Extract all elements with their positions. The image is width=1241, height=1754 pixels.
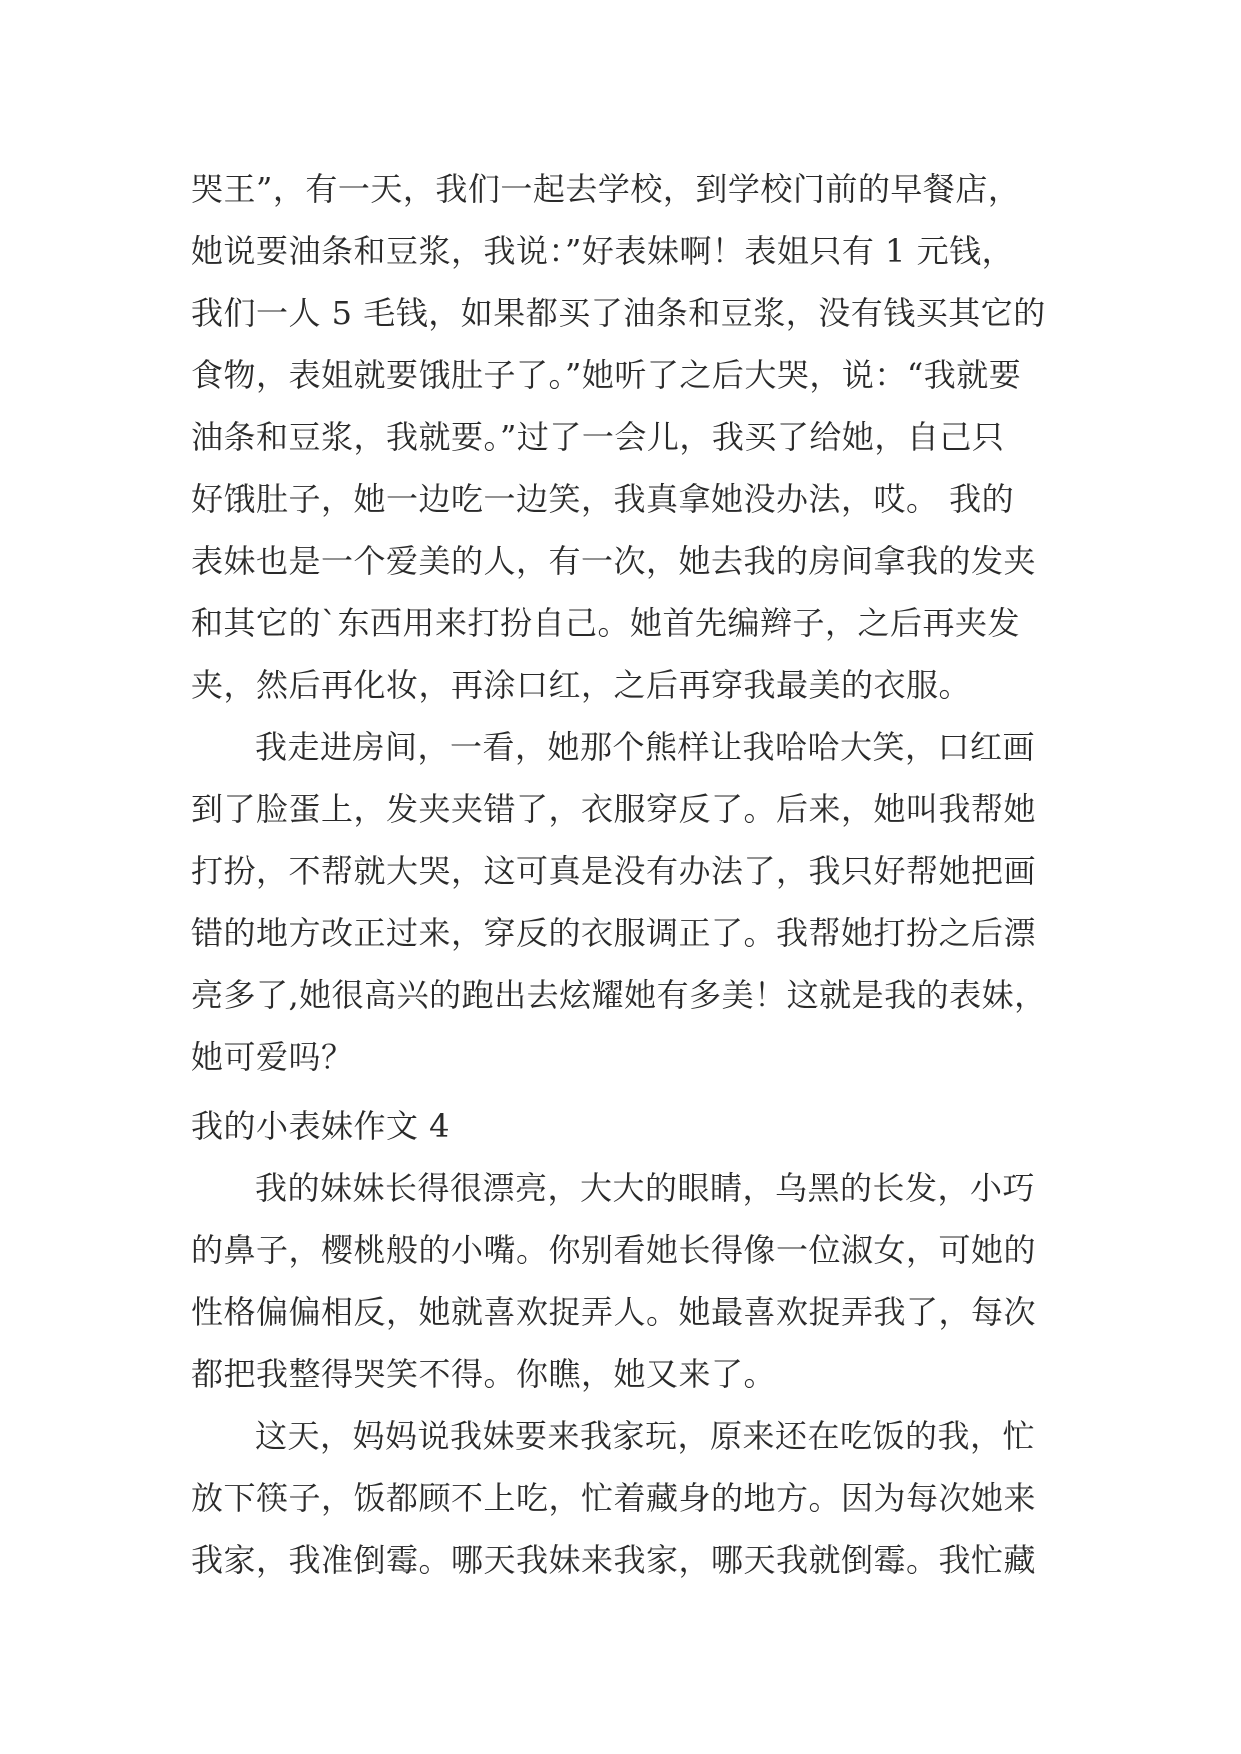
text-line: 我们一人 5 毛钱，如果都买了油条和豆浆，没有钱买其它的 (191, 294, 1046, 332)
text-line: 和其它的`东西用来打扮自己。她首先编辫子，之后再夹发 (191, 604, 1021, 642)
section-heading-container (191, 1095, 1049, 1157)
text-line: 性格偏偏相反，她就喜欢捉弄人。她最喜欢捉弄我了，每次 (191, 1293, 1037, 1331)
text-line: 食物，表姐就要饿肚子了。”她听了之后大哭，说：“我就要 (191, 356, 1022, 394)
text-line: 到了脸蛋上，发夹夹错了，衣服穿反了。后来，她叫我帮她 (191, 790, 1037, 828)
text-line: 亮多了,她很高兴的跑出去炫耀她有多美！这就是我的表妹， (191, 976, 1047, 1014)
paragraph-first-line: 我走进房间，一看，她那个熊样让我哈哈大笑，口红画 (255, 728, 1036, 766)
text-line: 放下筷子，饭都顾不上吃，忙着藏身的地方。因为每次她来 (191, 1479, 1037, 1517)
paragraph-first-line: 我的妹妹长得很漂亮，大大的眼睛，乌黑的长发，小巧 (255, 1169, 1036, 1207)
text-line: 都把我整得哭笑不得。你瞧，她又来了。 (191, 1355, 777, 1393)
text-line: 我家，我准倒霉。哪天我妹来我家，哪天我就倒霉。我忙藏 (191, 1541, 1037, 1579)
paragraph-first-line: 这天，妈妈说我妹要来我家玩，原来还在吃饭的我，忙 (255, 1417, 1036, 1455)
essay-section-2 (191, 1157, 1049, 1591)
text-line: 打扮，不帮就大哭，这可真是没有办法了，我只好帮她把画 (191, 852, 1037, 890)
text-line: 的鼻子，樱桃般的小嘴。你别看她长得像一位淑女，可她的 (191, 1231, 1037, 1269)
text-line: 好饿肚子，她一边吃一边笑，我真拿她没办法，哎。 我的 (191, 480, 1015, 518)
essay-section-1 (191, 158, 1049, 1088)
text-line: 油条和豆浆，我就要。”过了一会儿，我买了给她，自己只 (191, 418, 1005, 456)
text-line: 错的地方改正过来，穿反的衣服调正了。我帮她打扮之后漂 (191, 914, 1037, 952)
section-heading: 我的小表妹作文 4 (191, 1107, 451, 1145)
text-line: 夹，然后再化妆，再涂口红，之后再穿我最美的衣服。 (191, 666, 972, 704)
text-line: 表妹也是一个爱美的人，有一次，她去我的房间拿我的发夹 (191, 542, 1037, 580)
text-line: 她说要油条和豆浆，我说：”好表妹啊！表姐只有 1 元钱， (191, 232, 1015, 270)
text-line: 哭王”，有一天，我们一起去学校，到学校门前的早餐店， (191, 170, 1021, 208)
text-line: 她可爱吗？ (191, 1038, 354, 1076)
